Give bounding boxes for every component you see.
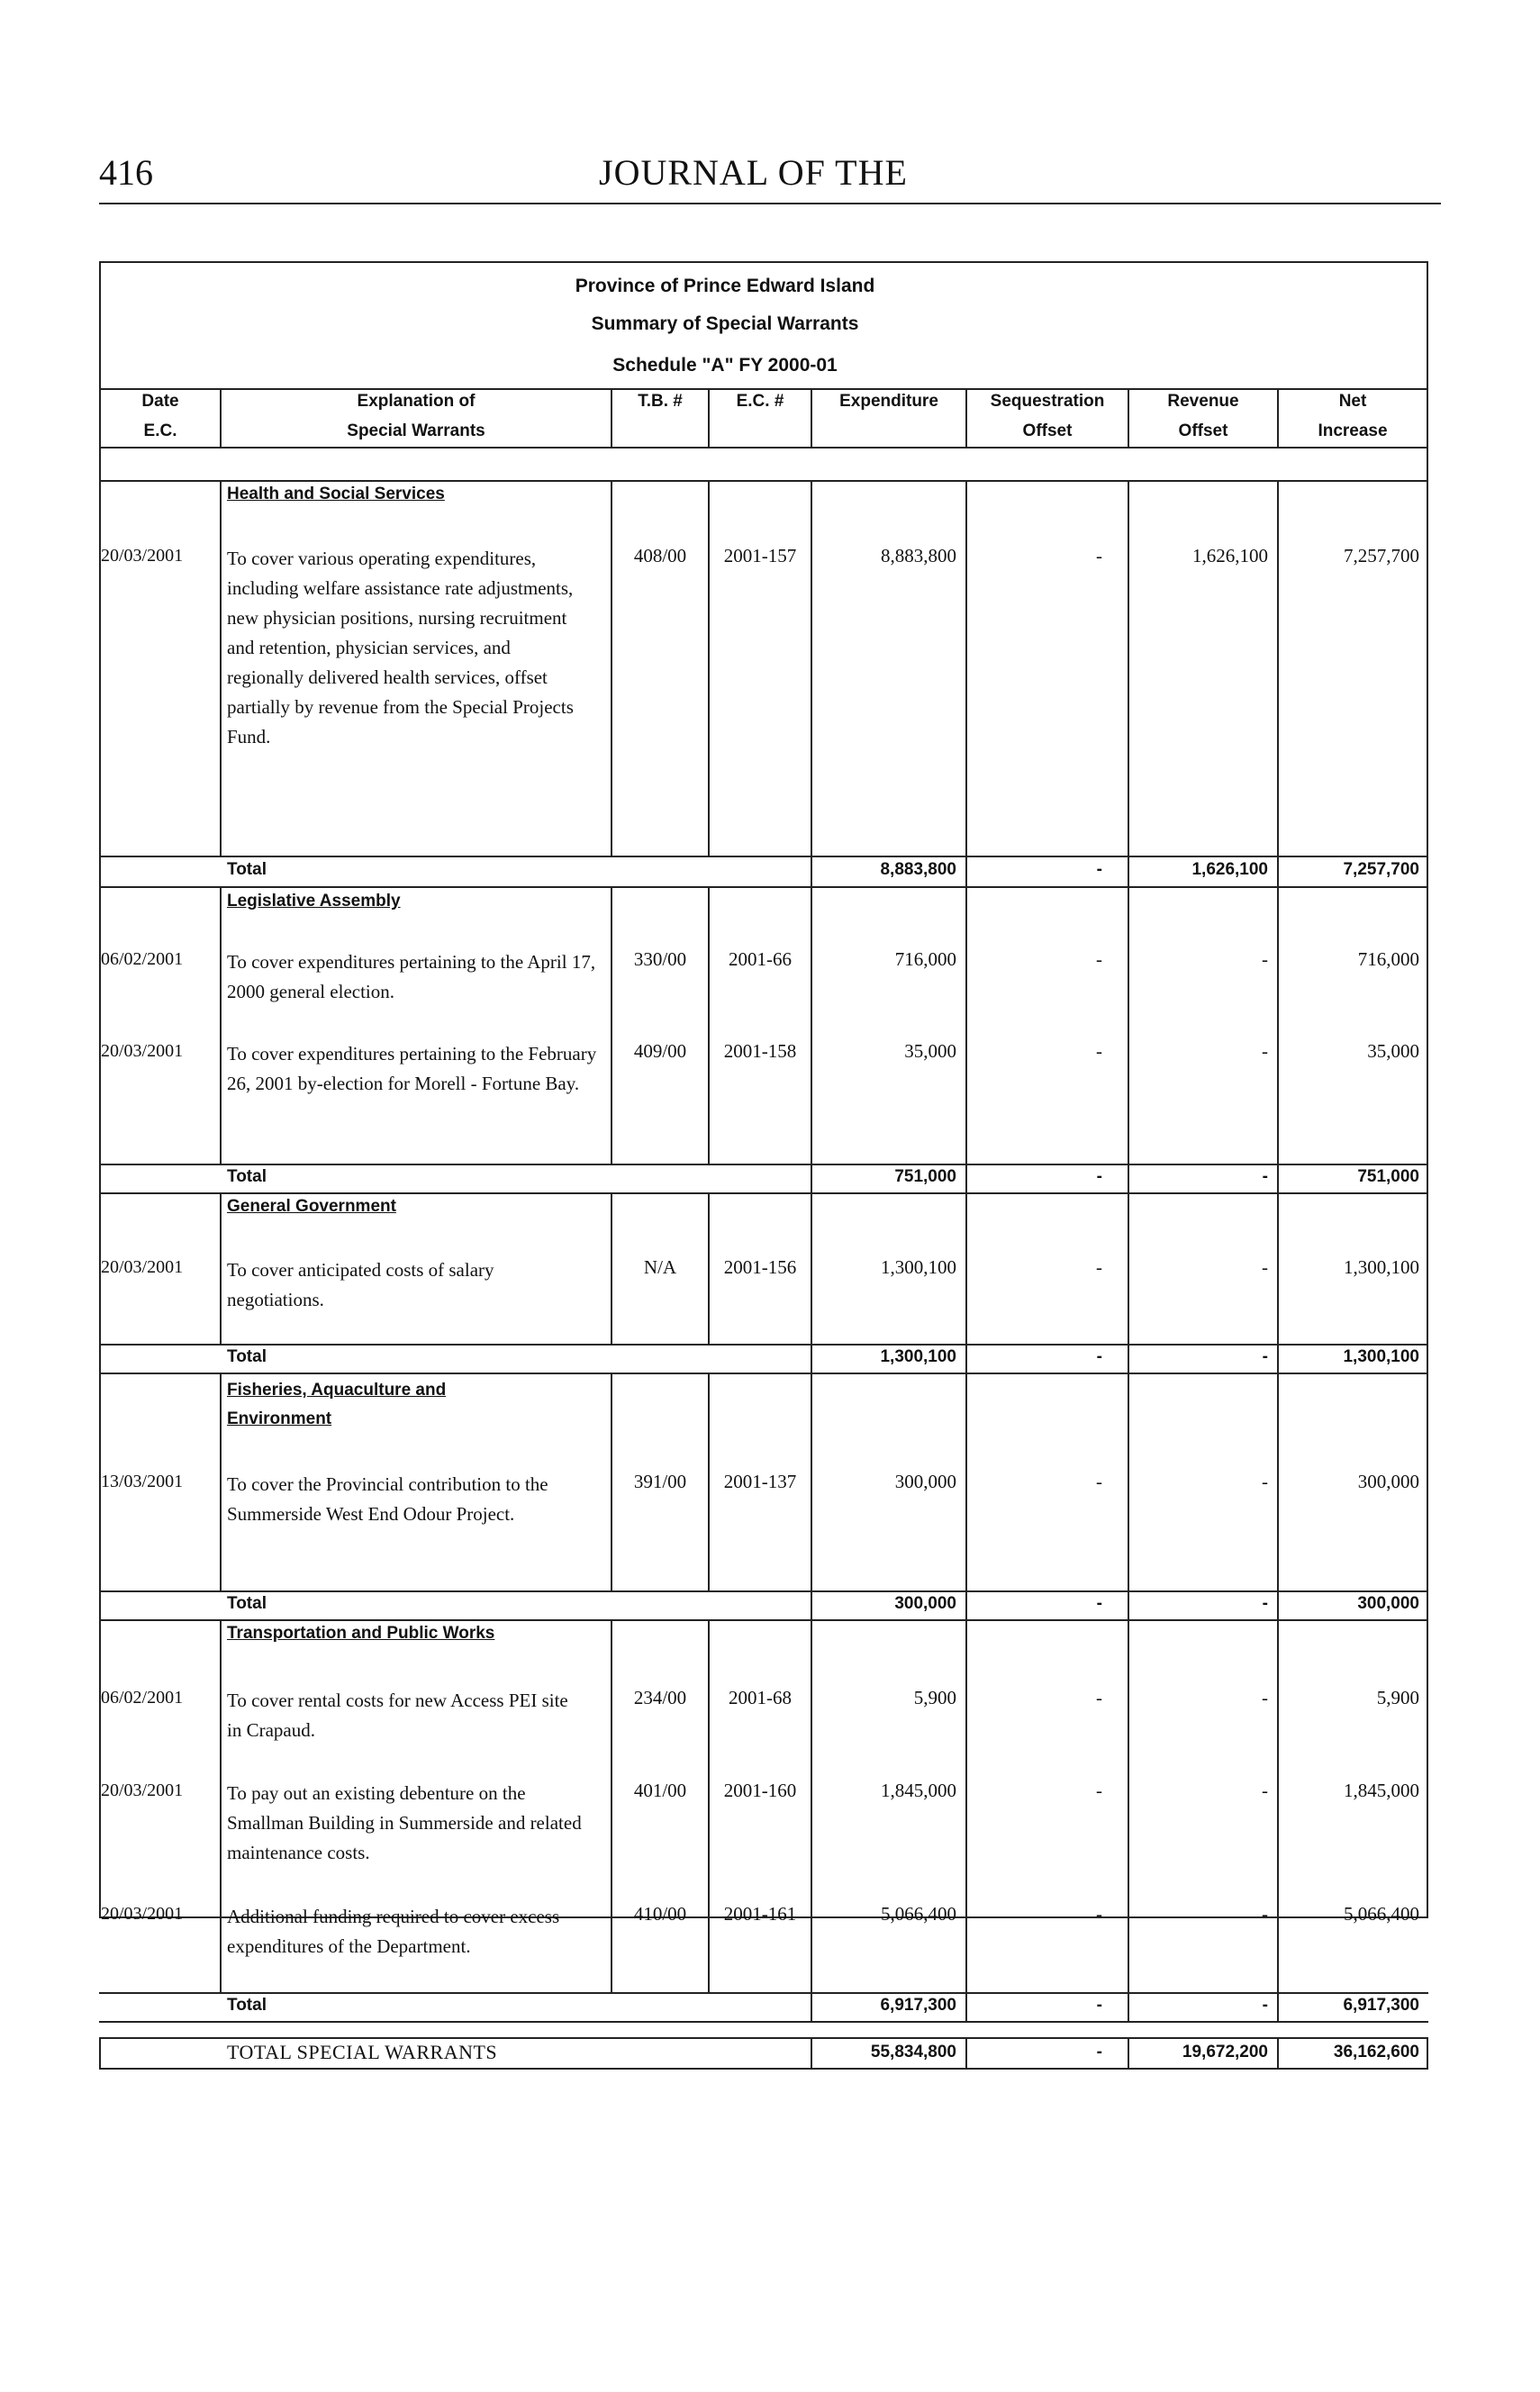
grid-line <box>1128 480 1129 856</box>
row-sequestration: - <box>1096 1687 1102 1708</box>
row-expenditure: 8,883,800 <box>881 545 956 566</box>
col-date: Date <box>141 392 179 411</box>
grid-line <box>1128 886 1129 1164</box>
row-expenditure: 300,000 <box>894 1471 956 1492</box>
page-number: 416 <box>99 152 153 193</box>
total-sequestration: - <box>1096 1996 1102 2015</box>
grid-line <box>965 480 967 856</box>
total-sequestration: - <box>1096 860 1102 879</box>
row-explanation: To cover the Provincial contribution to the Summerside West End Odour Project. <box>227 1473 548 1525</box>
row-revenue: - <box>1262 948 1268 970</box>
grid-line <box>1277 388 1279 447</box>
grid-line <box>99 886 1428 888</box>
row-date: 06/02/2001 <box>101 1688 184 1708</box>
row-explanation: To cover expenditures pertaining to the February 26, 2001 by-election for Morell - Fortune Bay. <box>227 1043 597 1094</box>
row-net: 35,000 <box>1367 1040 1419 1062</box>
grid-line <box>611 886 612 1164</box>
total-revenue: - <box>1262 1996 1268 2015</box>
row-ec: 2001-161 <box>723 1903 797 1925</box>
col-sequestration-2: Offset <box>1022 421 1073 440</box>
row-ec: 2001-156 <box>723 1256 797 1278</box>
row-explanation: Additional funding required to cover excess expenditures of the Department. <box>227 1906 560 1957</box>
row-ec: 2001-157 <box>723 545 797 566</box>
col-revenue: Revenue <box>1167 392 1239 411</box>
grid-line <box>99 2021 1428 2023</box>
row-expenditure: 5,900 <box>913 1687 956 1708</box>
row-revenue: - <box>1262 1903 1268 1925</box>
total-expenditure: 1,300,100 <box>880 1347 956 1366</box>
col-date-ec: E.C. <box>143 421 177 440</box>
row-tb: 234/00 <box>633 1687 687 1708</box>
row-net: 300,000 <box>1357 1471 1419 1492</box>
row-expenditure: 5,066,400 <box>881 1903 956 1925</box>
total-expenditure: 6,917,300 <box>880 1996 956 2015</box>
row-sequestration: - <box>1096 1256 1102 1278</box>
col-explanation: Explanation of <box>357 392 476 411</box>
row-sequestration: - <box>1096 948 1102 970</box>
grid-line <box>99 447 1428 448</box>
row-expenditure: 1,300,100 <box>881 1256 956 1278</box>
total-revenue: - <box>1262 1347 1268 1366</box>
grid-line <box>811 1619 812 1992</box>
grand-total-label: TOTAL SPECIAL WARRANTS <box>227 2041 498 2063</box>
total-expenditure: 8,883,800 <box>880 860 956 879</box>
grid-line <box>99 1192 1428 1194</box>
row-date: 06/02/2001 <box>101 949 184 969</box>
col-expenditure: Expenditure <box>839 392 938 411</box>
col-sequestration: Sequestration <box>990 392 1105 411</box>
row-tb: 330/00 <box>633 948 687 970</box>
grid-line <box>1277 1619 1279 1992</box>
total-revenue: - <box>1262 1167 1268 1186</box>
total-expenditure: 751,000 <box>894 1167 956 1186</box>
row-ec: 2001-137 <box>723 1471 797 1492</box>
row-date: 20/03/2001 <box>101 1780 184 1800</box>
row-sequestration: - <box>1096 1780 1102 1801</box>
row-tb: 410/00 <box>633 1903 687 1925</box>
grid-line <box>965 886 967 1164</box>
total-sequestration: - <box>1096 1594 1102 1613</box>
row-revenue: - <box>1262 1040 1268 1062</box>
row-date: 20/03/2001 <box>101 1257 184 1277</box>
grid-line <box>965 388 967 447</box>
grid-line <box>1277 886 1279 1164</box>
section-heading-general: General Government <box>227 1197 396 1216</box>
row-expenditure: 1,845,000 <box>881 1780 956 1801</box>
grid-line <box>99 856 1428 857</box>
total-net: 751,000 <box>1357 1167 1419 1186</box>
grid-line <box>811 480 812 856</box>
journal-title: JOURNAL OF THE <box>599 152 908 193</box>
grid-line <box>708 388 710 447</box>
section-heading-transportation: Transportation and Public Works <box>227 1624 495 1643</box>
grid-line <box>220 1619 222 1992</box>
total-sequestration: - <box>1096 1167 1102 1186</box>
grid-line <box>99 1373 1428 1374</box>
total-label: Total <box>227 1996 267 2015</box>
row-net: 7,257,700 <box>1344 545 1419 566</box>
row-explanation: To cover expenditures pertaining to the April 17, 2000 general election. <box>227 951 596 1002</box>
row-date: 20/03/2001 <box>101 546 184 566</box>
row-tb: 408/00 <box>633 545 687 566</box>
row-date: 13/03/2001 <box>101 1472 184 1491</box>
grid-line <box>708 480 710 856</box>
schedule-fy: Schedule "A" FY 2000-01 <box>612 355 838 376</box>
total-net: 7,257,700 <box>1343 860 1419 879</box>
row-sequestration: - <box>1096 1903 1102 1925</box>
row-ec: 2001-160 <box>723 1780 797 1801</box>
grid-line <box>1128 388 1129 447</box>
row-revenue: - <box>1262 1687 1268 1708</box>
grid-line <box>965 1619 967 1992</box>
total-expenditure: 300,000 <box>894 1594 956 1613</box>
total-label: Total <box>227 1167 267 1186</box>
grid-line <box>708 1619 710 1992</box>
total-sequestration: - <box>1096 1347 1102 1366</box>
section-heading-health: Health and Social Services <box>227 485 445 503</box>
schedule-province: Province of Prince Edward Island <box>575 276 875 296</box>
row-net: 5,066,400 <box>1344 1903 1419 1925</box>
page-header <box>99 151 1441 205</box>
grid-line <box>611 480 612 856</box>
row-explanation: To cover anticipated costs of salary negotiations. <box>227 1259 494 1310</box>
section-heading-legislative: Legislative Assembly <box>227 892 401 911</box>
row-revenue: 1,626,100 <box>1192 545 1268 566</box>
row-tb: 401/00 <box>633 1780 687 1801</box>
grid-line <box>811 886 812 1164</box>
row-tb: N/A <box>643 1256 677 1278</box>
total-net: 300,000 <box>1357 1594 1419 1613</box>
col-tb: T.B. # <box>638 392 683 411</box>
grid-line <box>220 886 222 1164</box>
total-net: 1,300,100 <box>1343 1347 1419 1366</box>
header-rule <box>99 203 1441 204</box>
grid-line <box>99 388 1428 390</box>
grid-line <box>220 480 222 856</box>
grid-line <box>611 388 612 447</box>
grand-total-expenditure: 55,834,800 <box>870 2043 956 2061</box>
total-label: Total <box>227 1594 267 1613</box>
row-net: 5,900 <box>1376 1687 1419 1708</box>
grid-line <box>708 886 710 1164</box>
col-explanation-2: Special Warrants <box>347 421 485 440</box>
row-sequestration: - <box>1096 545 1102 566</box>
row-ec: 2001-68 <box>729 1687 792 1708</box>
grid-line <box>220 1192 222 1344</box>
row-explanation: To cover various operating expenditures, including welfare assistance rate adjustments, new physician positions, nursing recruitment and retention, physician services, and regionally delivered health services, offset partially by revenue from the Special Projects Fund. <box>227 548 574 748</box>
row-net: 716,000 <box>1357 948 1419 970</box>
total-revenue: 1,626,100 <box>1191 860 1268 879</box>
col-net: Net <box>1338 392 1367 411</box>
grid-line <box>1277 480 1279 856</box>
col-net-2: Increase <box>1318 421 1388 440</box>
row-tb: 391/00 <box>633 1471 687 1492</box>
row-date: 20/03/2001 <box>101 1041 184 1061</box>
total-label: Total <box>227 1347 267 1366</box>
row-revenue: - <box>1262 1471 1268 1492</box>
row-net: 1,845,000 <box>1344 1780 1419 1801</box>
row-expenditure: 716,000 <box>894 948 956 970</box>
total-net: 6,917,300 <box>1343 1996 1419 2015</box>
grid-line <box>611 1619 612 1992</box>
grid-line <box>99 1619 1428 1621</box>
section-heading-fisheries: Fisheries, Aquaculture and Environment <box>227 1381 447 1428</box>
grand-total-revenue: 19,672,200 <box>1182 2043 1268 2061</box>
row-sequestration: - <box>1096 1040 1102 1062</box>
row-net: 1,300,100 <box>1344 1256 1419 1278</box>
grid-line <box>99 480 1428 482</box>
total-revenue: - <box>1262 1594 1268 1613</box>
col-revenue-2: Offset <box>1178 421 1228 440</box>
grid-line <box>220 388 222 447</box>
grand-total-sequestration: - <box>1096 2043 1102 2061</box>
col-ec: E.C. # <box>736 392 784 411</box>
row-ec: 2001-158 <box>723 1040 797 1062</box>
row-date: 20/03/2001 <box>101 1904 184 1924</box>
row-revenue: - <box>1262 1256 1268 1278</box>
row-explanation: To pay out an existing debenture on the Smallman Building in Summerside and related maintenance costs. <box>227 1782 582 1863</box>
total-label: Total <box>227 860 267 879</box>
grand-total-net: 36,162,600 <box>1333 2043 1419 2061</box>
row-explanation: To cover rental costs for new Access PEI site in Crapaud. <box>227 1690 568 1741</box>
grid-line <box>1128 1619 1129 1992</box>
row-tb: 409/00 <box>633 1040 687 1062</box>
row-sequestration: - <box>1096 1471 1102 1492</box>
row-ec: 2001-66 <box>729 948 792 970</box>
schedule-summary: Summary of Special Warrants <box>591 313 859 334</box>
grid-line <box>220 1373 222 1590</box>
row-revenue: - <box>1262 1780 1268 1801</box>
row-expenditure: 35,000 <box>904 1040 956 1062</box>
grid-line <box>811 388 812 447</box>
